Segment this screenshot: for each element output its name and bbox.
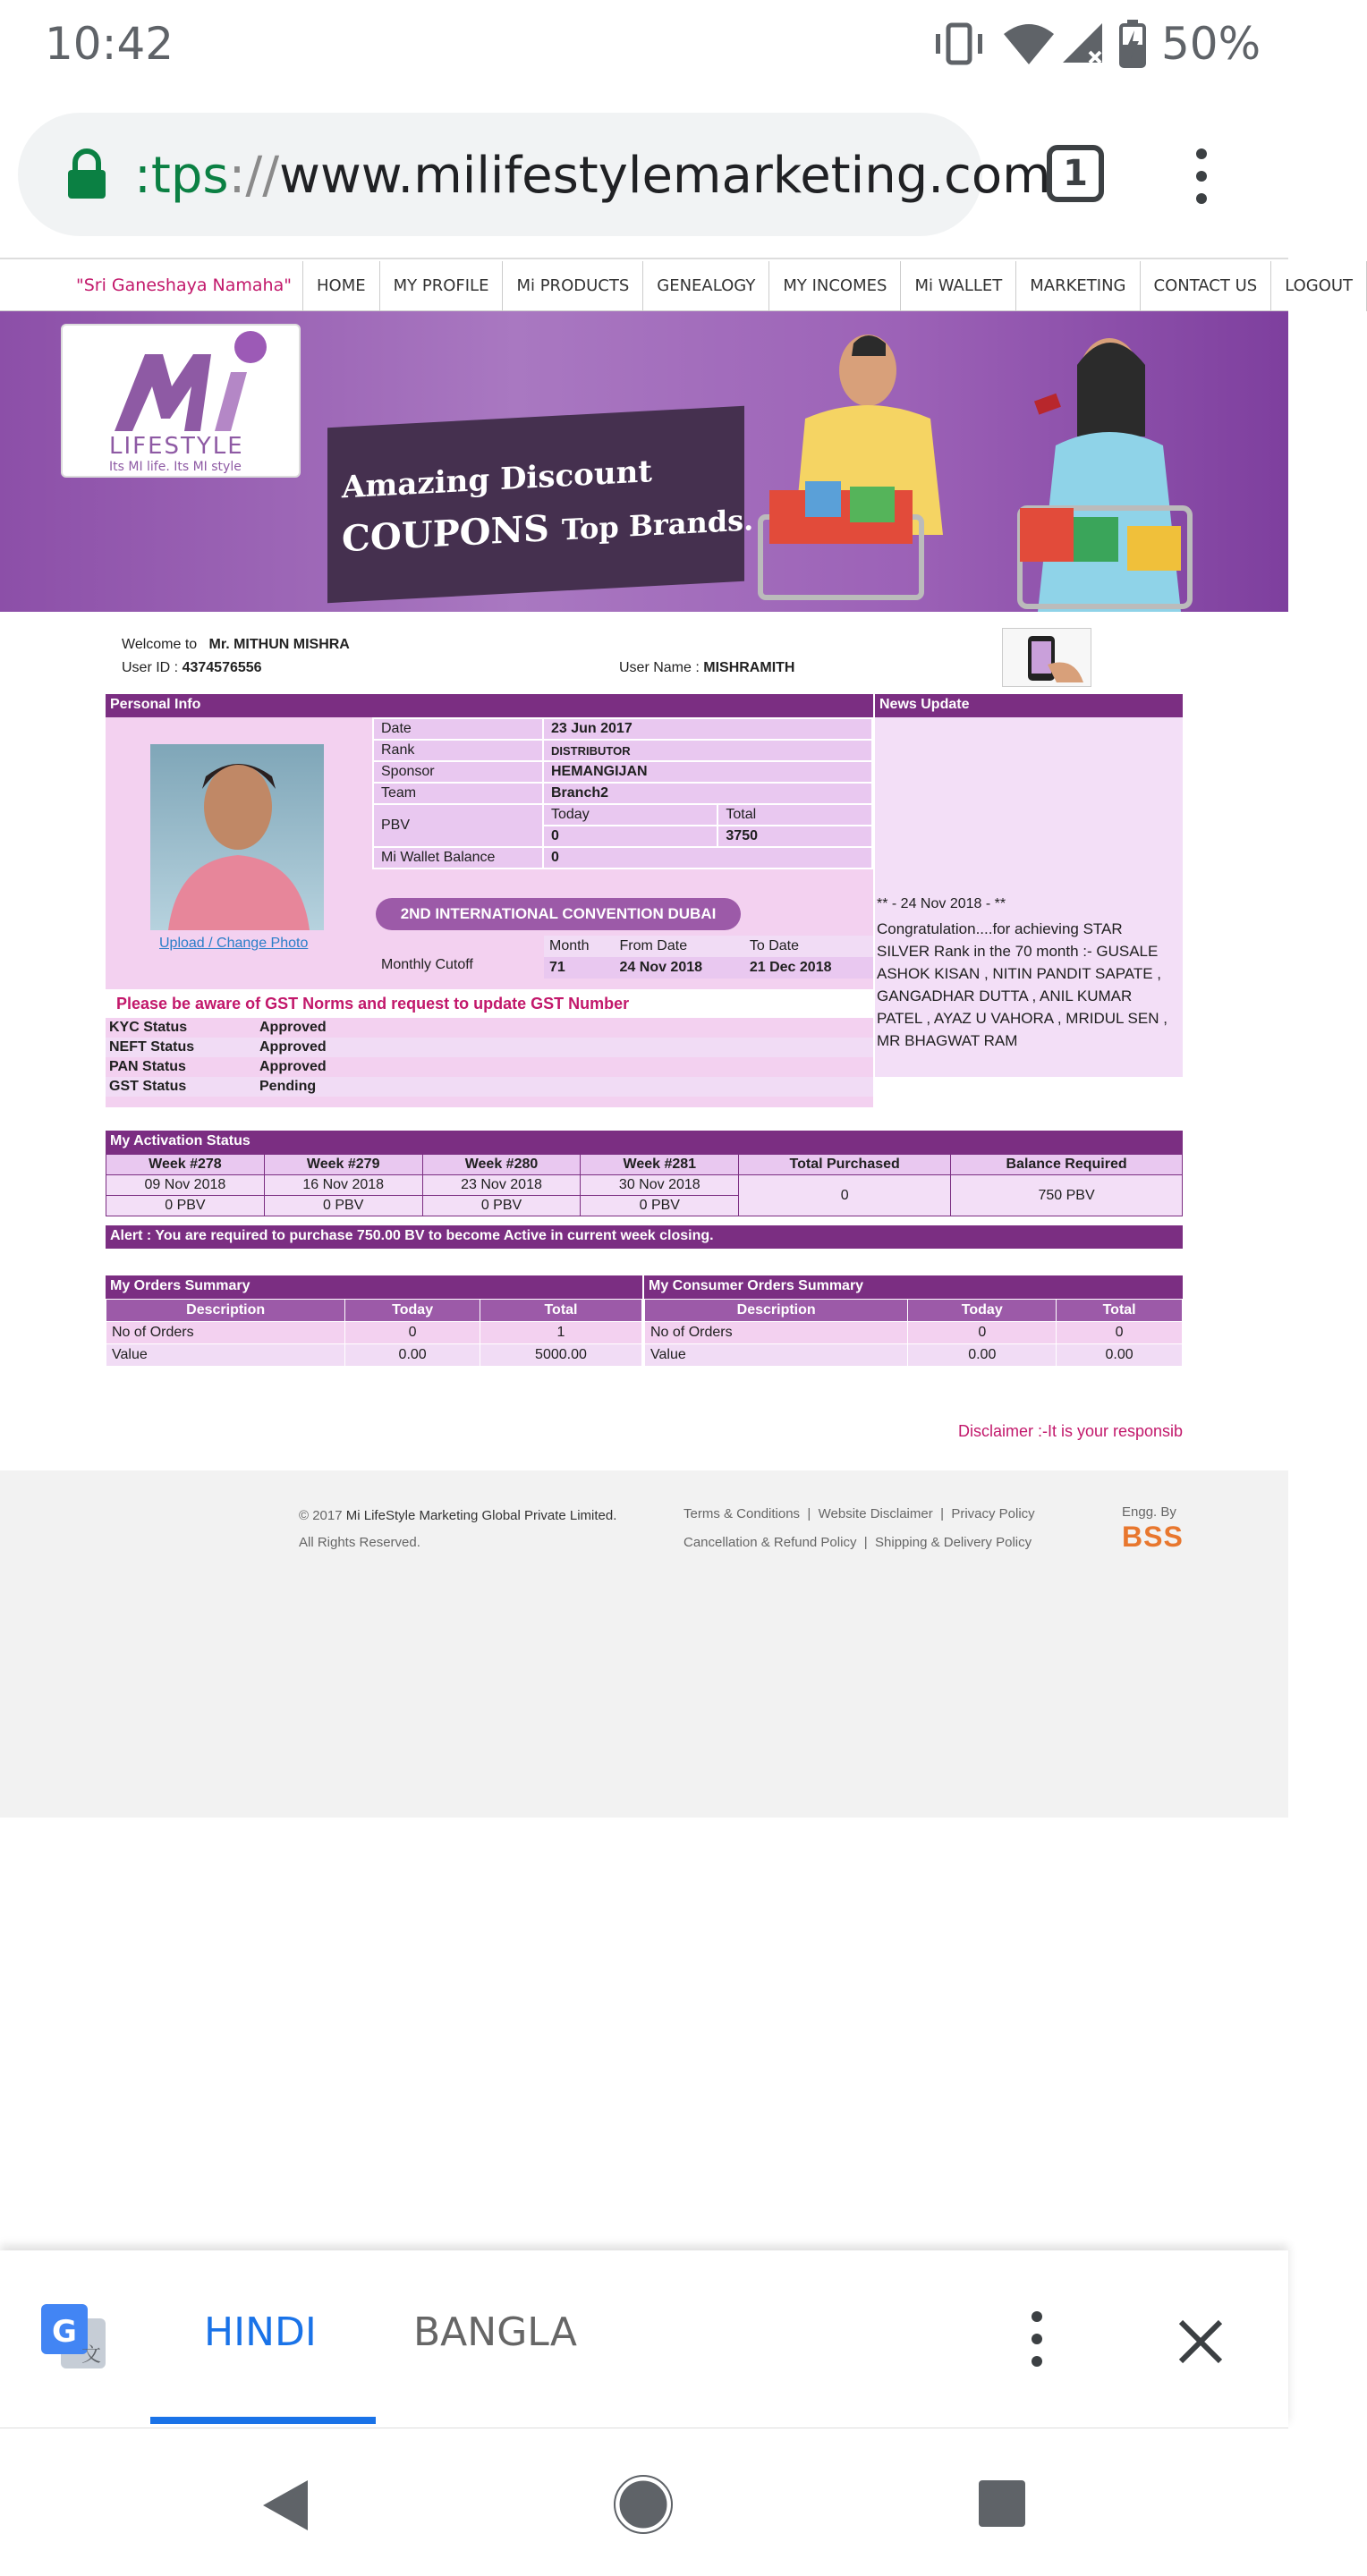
nav-my-incomes[interactable]: MY INCOMES	[769, 261, 901, 311]
battery-percent: 50%	[1161, 18, 1261, 70]
recents-icon[interactable]	[977, 2479, 1027, 2529]
site-footer	[0, 1470, 1288, 1818]
pbv-today-value: 0	[543, 826, 717, 847]
personal-info-header: Personal Info	[106, 694, 914, 717]
user-id: 4374576556	[182, 660, 262, 675]
activation-alert: Alert : You are required to purchase 750.00 BV to become Active in current week closing.	[106, 1225, 1183, 1249]
lang-tab-hindi[interactable]: HINDI	[204, 2309, 317, 2355]
wallet-label: Mi Wallet Balance	[373, 847, 543, 869]
table-row: No of Orders	[645, 1322, 908, 1344]
week-280-label: Week #280	[422, 1155, 581, 1175]
news-body: Congratulation....for achieving STAR SILVER Rank in the 70 month :- GUSALE ASHOK KISAN , NITIN PANDIT SAPATE , GANGADHAR DUTTA , ANIL KUMAR PATEL , AYAZ U VAHORA , MRIDUL SEN , MR BHAGWAT RAM	[877, 920, 1167, 1049]
sponsor-label: Sponsor	[373, 761, 543, 783]
pbv-total-value: 3750	[717, 826, 872, 847]
bss-logo[interactable]: BSS	[1122, 1521, 1184, 1553]
username-label: User Name :	[619, 660, 700, 675]
balance-required-value: 750 PBV	[951, 1175, 1183, 1216]
neft-status-value: Approved	[259, 1039, 327, 1055]
company-name: Mi LifeStyle Marketing Global Private Limited.	[345, 1508, 617, 1523]
shopping-people-image	[751, 311, 1252, 612]
orders-col-total: Total	[480, 1300, 641, 1322]
week-279-pbv: 0 PBV	[264, 1196, 422, 1216]
rights-text: All Rights Reserved.	[299, 1535, 420, 1550]
table-cell: 0.00	[1057, 1344, 1183, 1367]
week-281-label: Week #281	[581, 1155, 739, 1175]
shipping-policy-link[interactable]: Shipping & Delivery Policy	[875, 1535, 1032, 1550]
team-label: Team	[373, 783, 543, 804]
promo-text-panel	[327, 406, 754, 603]
privacy-policy-link[interactable]: Privacy Policy	[951, 1506, 1035, 1521]
user-id-label: User ID :	[122, 660, 179, 675]
main-menu	[302, 261, 1367, 311]
refund-policy-link[interactable]: Cancellation & Refund Policy	[684, 1535, 857, 1550]
orders-col-today: Today	[345, 1300, 480, 1322]
disclaimer-ticker: Disclaimer :-It is your responsib	[958, 1422, 1184, 1440]
pbv-label: PBV	[373, 804, 543, 847]
pbv-today-label: Today	[543, 804, 717, 826]
translate-bar	[0, 2250, 1288, 2428]
battery-icon	[1118, 20, 1150, 70]
nav-my-profile[interactable]: MY PROFILE	[380, 261, 504, 311]
week-278-date: 09 Nov 2018	[106, 1175, 265, 1196]
username: MISHRAMITH	[703, 660, 795, 675]
consumer-col-today: Today	[908, 1300, 1057, 1322]
table-cell: 0	[908, 1322, 1057, 1344]
kyc-status-label: KYC Status	[109, 1020, 188, 1035]
total-purchased-label: Total Purchased	[739, 1155, 951, 1175]
sponsor-value: HEMANGIJAN	[543, 761, 872, 783]
status-table	[106, 1018, 873, 1097]
overflow-menu-icon[interactable]	[1188, 145, 1215, 208]
nav-mi-products[interactable]: Mi PRODUCTS	[503, 261, 643, 311]
activation-table	[106, 1154, 1183, 1216]
date-label: Date	[373, 718, 543, 740]
profile-photo	[150, 744, 324, 930]
copyright-prefix: © 2017	[299, 1508, 346, 1523]
status-bar	[0, 0, 1288, 89]
news-date: ** - 24 Nov 2018 - **	[877, 896, 1006, 911]
system-nav-bar	[0, 2428, 1288, 2576]
url-bar[interactable]	[18, 113, 1051, 236]
tab-switcher-button[interactable]: 1	[1047, 145, 1104, 202]
engineered-by-label: Engg. By	[1122, 1504, 1176, 1520]
table-row: No of Orders	[106, 1322, 345, 1344]
home-icon[interactable]	[614, 2475, 673, 2534]
web-page	[0, 261, 1354, 1818]
orders-summary-header: My Orders Summary	[106, 1275, 642, 1299]
logo-tagline: Its MI life. Its MI style	[109, 460, 242, 474]
gst-notice: Please be aware of GST Norms and request to update GST Number	[106, 989, 873, 1018]
month-value: 71	[549, 960, 565, 975]
nav-marketing[interactable]: MARKETING	[1016, 261, 1140, 311]
activation-header: My Activation Status	[106, 1131, 1183, 1154]
monthly-cutoff-label: Monthly Cutoff	[381, 957, 473, 972]
week-281-date: 30 Nov 2018	[581, 1175, 739, 1196]
team-value: Branch2	[543, 783, 872, 804]
upload-photo-link[interactable]: Upload / Change Photo	[159, 936, 309, 951]
table-cell: 0	[1057, 1322, 1183, 1344]
site-logo[interactable]	[61, 324, 301, 478]
translate-overflow-icon[interactable]	[1025, 2308, 1049, 2370]
site-top-nav	[0, 261, 1354, 311]
to-date-label: To Date	[749, 938, 799, 953]
svg-text:文: 文	[81, 2344, 102, 2367]
table-cell: 5000.00	[480, 1344, 641, 1367]
mi-logo-mark	[107, 329, 268, 435]
logo-wordmark: LIFESTYLE	[109, 433, 244, 460]
pbv-total-label: Total	[717, 804, 872, 826]
week-278-pbv: 0 PBV	[106, 1196, 265, 1216]
cutoff-table	[544, 936, 873, 979]
nav-logout[interactable]: LOGOUT	[1271, 261, 1367, 311]
week-279-label: Week #279	[264, 1155, 422, 1175]
welcome-label: Welcome to	[122, 637, 198, 652]
orders-summary-table	[106, 1299, 642, 1367]
rank-value: DISTRIBUTOR	[543, 740, 872, 761]
gst-status-label: GST Status	[109, 1079, 187, 1094]
from-date-label: From Date	[619, 938, 688, 953]
convention-badge[interactable]: 2ND INTERNATIONAL CONVENTION DUBAI	[376, 898, 741, 930]
balance-required-label: Balance Required	[951, 1155, 1183, 1175]
lock-icon	[66, 148, 107, 200]
news-panel	[873, 717, 1183, 1077]
nav-mi-wallet[interactable]: Mi WALLET	[901, 261, 1016, 311]
consumer-col-description: Description	[645, 1300, 908, 1322]
cell-signal-icon	[1061, 21, 1106, 66]
consumer-orders-table	[644, 1299, 1183, 1367]
google-translate-icon	[39, 2302, 109, 2372]
rank-label: Rank	[373, 740, 543, 761]
promo-line-1: Amazing Discount	[342, 453, 653, 506]
table-row: Value	[106, 1344, 345, 1367]
back-icon[interactable]	[259, 2479, 310, 2532]
neft-status-label: NEFT Status	[109, 1039, 195, 1055]
promo-banner	[0, 311, 1288, 612]
nav-contact-us[interactable]: CONTACT US	[1141, 261, 1272, 311]
gst-status-value: Pending	[259, 1079, 317, 1094]
member-name: Mr. MITHUN MISHRA	[208, 637, 350, 652]
table-cell: 0.00	[908, 1344, 1057, 1367]
pan-status-value: Approved	[259, 1059, 327, 1074]
personal-details-table	[372, 717, 873, 869]
week-280-pbv: 0 PBV	[422, 1196, 581, 1216]
footer-links-row-1: Terms & Conditions | Website Disclaimer | Privacy Policy	[684, 1506, 1035, 1521]
browser-toolbar	[0, 89, 1288, 259]
month-label: Month	[549, 938, 590, 953]
from-date-value: 24 Nov 2018	[619, 960, 703, 975]
promo-line-2: COUPONS Top Brands.	[342, 503, 754, 561]
table-cell: 0	[345, 1322, 480, 1344]
week-278-label: Week #278	[106, 1155, 265, 1175]
nav-genealogy[interactable]: GENEALOGY	[643, 261, 769, 311]
terms-link[interactable]: Terms & Conditions	[684, 1506, 801, 1521]
week-279-date: 16 Nov 2018	[264, 1175, 422, 1196]
consumer-col-total: Total	[1057, 1300, 1183, 1322]
table-cell: 0.00	[345, 1344, 480, 1367]
total-purchased-value: 0	[739, 1175, 951, 1216]
url-text[interactable]: :tps://www.milifestylemarketing.com	[134, 147, 1051, 205]
orders-col-description: Description	[106, 1300, 345, 1322]
wifi-icon	[1002, 21, 1056, 66]
footer-links-row-2: Cancellation & Refund Policy | Shipping & Delivery Policy	[684, 1535, 1032, 1550]
date-value: 23 Jun 2017	[543, 718, 872, 740]
lang-tab-bangla[interactable]: BANGLA	[413, 2309, 577, 2355]
selected-tab-indicator	[150, 2417, 376, 2424]
clock: 10:42	[45, 18, 174, 70]
to-date-value: 21 Dec 2018	[749, 960, 832, 975]
week-280-date: 23 Nov 2018	[422, 1175, 581, 1196]
consumer-orders-header: My Consumer Orders Summary	[644, 1275, 1183, 1299]
vibrate-icon	[932, 21, 986, 66]
wallet-value: 0	[543, 847, 872, 869]
website-disclaimer-link[interactable]: Website Disclaimer	[818, 1506, 933, 1521]
kyc-status-value: Approved	[259, 1020, 327, 1035]
news-update-header: News Update	[873, 694, 1183, 717]
close-icon[interactable]	[1177, 2318, 1224, 2365]
tagline: "Sri Ganeshaya Namaha"	[76, 275, 292, 295]
nav-home[interactable]: HOME	[303, 261, 380, 311]
svg-text:G: G	[52, 2314, 77, 2350]
pan-status-label: PAN Status	[109, 1059, 186, 1074]
mobile-app-icon[interactable]	[1002, 628, 1091, 687]
table-row: Value	[645, 1344, 908, 1367]
week-281-pbv: 0 PBV	[581, 1196, 739, 1216]
table-cell: 1	[480, 1322, 641, 1344]
